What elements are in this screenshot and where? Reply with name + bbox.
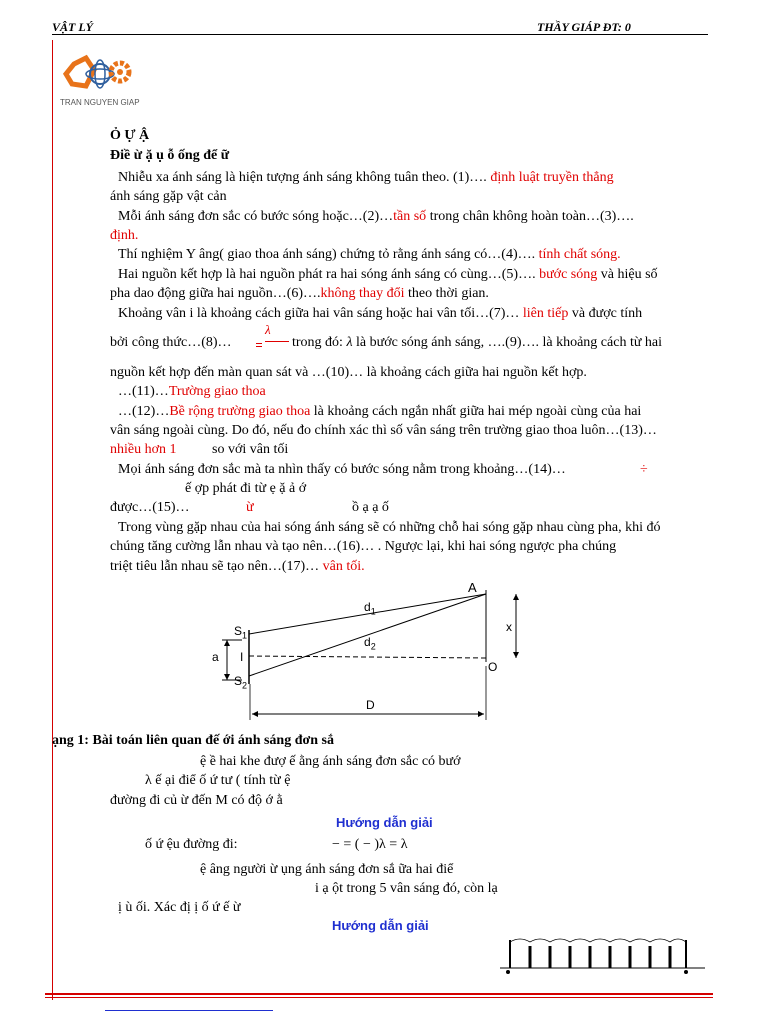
text-line-17a: được…(15)… — [110, 500, 190, 515]
label-A: A — [468, 580, 477, 595]
text-line-6: Hai nguồn kết hợp là hai nguồn phát ra hai sóng ánh sáng có cùng…(5)…. bước sóng và hiệu số — [118, 267, 658, 282]
text-line-17b: ừ — [246, 500, 254, 515]
text-line-19: chúng tăng cường lẫn nhau và tạo nên…(16)… . Ngược lại, khi hai sóng ngược pha chúng — [110, 539, 617, 554]
left-margin-rule — [52, 40, 53, 1000]
header-rule — [52, 34, 708, 35]
text-line-20: triệt tiêu lẫn nhau sẽ tạo nên…(17)… vân tối. — [110, 559, 365, 574]
label-d1: $d_1$ — [364, 600, 376, 617]
text-line-11: …(11)…Trường giao thoa — [118, 384, 266, 399]
text-line-1: Nhiễu xa ánh sáng là hiện tượng ánh sáng không tuân theo. (1)…. định luật truyền thẳng — [118, 170, 614, 185]
label-D: D — [366, 698, 375, 712]
formula-equals-2 — [256, 346, 262, 347]
section-line-2: λ ế ại điể ố ứ tư ( tính từ ệ — [145, 773, 291, 788]
label-a: a — [212, 650, 219, 664]
formula-lambda: λ — [265, 322, 271, 337]
section-line-1: ệ ề hai khe đượ ế ằng ánh sáng đơn sắc có bướ — [200, 754, 461, 769]
doc-subtitle: Điề ừ ặ ụ ỗ ống để ữ — [110, 148, 230, 163]
logo-caption: TRAN NGUYEN GIAP — [60, 98, 140, 107]
label-I: I — [240, 650, 244, 664]
label-S1: $S_1$ — [234, 624, 248, 641]
text-line-14a: nhiều hơn 1 — [110, 442, 177, 457]
label-x: x — [506, 620, 512, 634]
text-line-2: ánh sáng gặp vật cản — [110, 189, 227, 204]
label-S2: $S_2$ — [234, 674, 248, 691]
text-line-9b: trong đó: λ là bước sóng ánh sáng, ….(9)…. là khoảng cách từ hai — [292, 335, 663, 350]
text-line-4: định. — [110, 228, 139, 243]
section-line-4: ố ứ ệu đường đi: — [145, 837, 238, 852]
text-line-5: Thí nghiệm Y âng( giao thoa ánh sáng) chứng tỏ rằng ánh sáng có…(4)…. tính chất sóng. — [118, 247, 621, 262]
doc-title: Ỏ Ự Ậ — [110, 128, 150, 143]
text-line-9: bởi công thức…(8)… — [110, 335, 232, 350]
young-experiment-diagram — [200, 580, 540, 720]
header-right: THẦY GIÁP ĐT: 0 — [537, 20, 631, 34]
text-line-15-sep: ÷ — [640, 462, 648, 477]
text-line-12: …(12)…Bề rộng trường giao thoa là khoảng cách ngắn nhất giữa hai mép ngoài cùng của hai — [118, 404, 642, 419]
text-line-14b: so với vân tối — [212, 442, 289, 457]
text-line-7: pha dao động giữa hai nguồn…(6)….không thay đổi theo thời gian. — [110, 286, 489, 301]
footer-link-underline — [105, 1010, 273, 1011]
label-O: O — [488, 660, 498, 674]
section-line-3: đường đi củ ừ đến M có độ ớ ằ — [110, 793, 283, 808]
text-line-16: ế ợp phát đi từ ẹ ặ ả ớ — [185, 481, 307, 496]
text-line-17c: ồ ạ ạ ố — [352, 500, 389, 515]
section-line-7: ị ù ối. Xác đị ị ố ứ ế ừ — [118, 900, 241, 915]
section-formula-1: − = ( − )λ = λ — [332, 837, 408, 852]
formula-fraction-bar — [265, 341, 289, 342]
logo — [56, 42, 142, 122]
text-line-3: Mỗi ánh sáng đơn sắc có bước sóng hoặc…(2)…tần số trong chân không hoàn toàn…(3)…. — [118, 209, 634, 224]
fringe-pattern-diagram — [500, 928, 710, 978]
footer-rule-2 — [45, 997, 713, 998]
guide-heading-2: Hướng dẫn giải — [332, 918, 429, 933]
header-left: VẬT LÝ — [52, 20, 93, 34]
formula-equals-1 — [256, 343, 262, 344]
text-line-10: nguồn kết hợp đến màn quan sát và …(10)… là khoảng cách giữa hai nguồn kết hợp. — [110, 365, 587, 380]
footer-rule-1 — [45, 993, 713, 995]
guide-heading-1: Hướng dẫn giải — [336, 815, 433, 830]
text-line-15: Mọi ánh sáng đơn sắc mà ta nhìn thấy có bước sóng nằm trong khoảng…(14)… — [118, 462, 566, 477]
section-line-6: i ạ ột trong 5 vân sáng đó, còn lạ — [315, 881, 498, 896]
label-d2: $d_2$ — [364, 635, 376, 652]
text-line-8: Khoảng vân i là khoảng cách giữa hai vân sáng hoặc hai vân tối…(7)… liên tiếp và được tính — [118, 306, 643, 321]
text-line-18: Trong vùng gặp nhau của hai sóng ánh sáng sẽ có những chỗ hai sóng gặp nhau cùng pha, khi đó — [118, 520, 661, 535]
section-line-5: ệ âng người ừ ụng ánh sáng đơn sắ ữa hai điể — [200, 862, 454, 877]
section-heading: ạng 1: Bài toán liên quan đế ới ánh sáng đơn sắ — [52, 733, 334, 748]
text-line-13: vân sáng ngoài cùng. Do đó, nếu đo chính xác thì số vân sáng trên trường giao thoa luôn…(13)… — [110, 423, 657, 438]
